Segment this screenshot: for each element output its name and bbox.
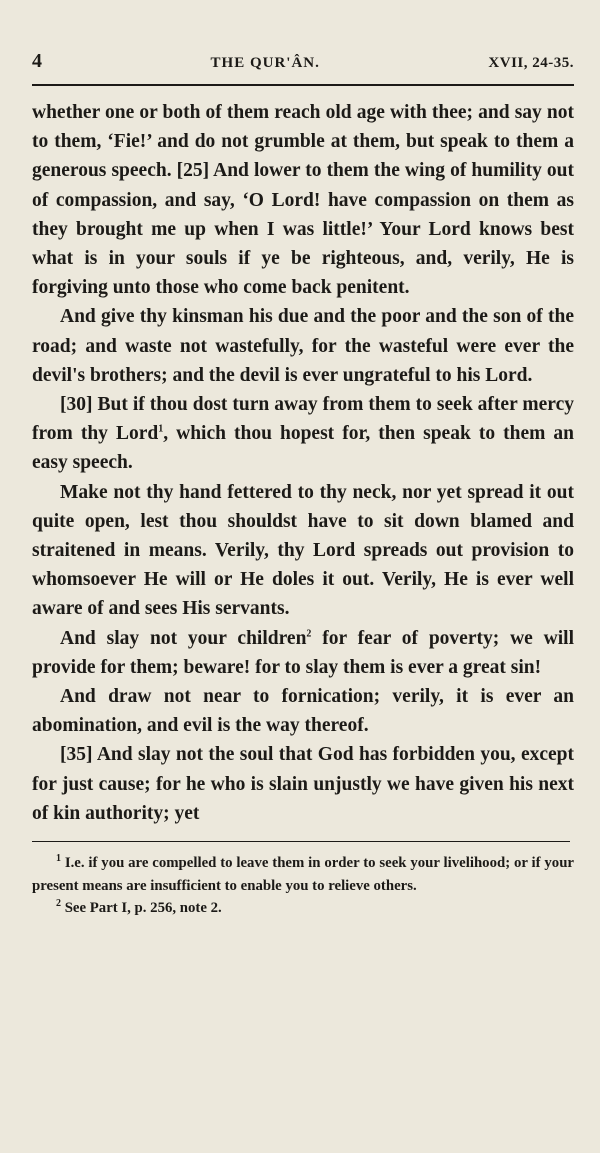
footnote-text: See Part I, p. 256, note 2. [64,900,222,917]
paragraph: And give thy kinsman his due and the poor and the son of the road; and waste not wastefully, for the wasteful were ever the devil's brothers; and the devil is ever ungrateful to his Lord. [32,306,574,386]
paragraph-text: And slay not your children [60,627,307,649]
running-title: THE QUR'ÂN. [210,55,320,71]
footnote [32,897,574,920]
paragraph-text: , which thou hopest for, then speak to them an easy speech. [32,423,574,474]
chapter-verse-reference: XVII, 24-35. [488,55,574,71]
footnotes [32,852,574,920]
paragraph: And draw not near to fornication; verily, it is ever an abomination, and evil is the way thereof. [32,686,574,737]
running-header [32,50,574,80]
footnote-marker: 1 [158,423,164,435]
header-rule [32,84,574,86]
paragraph: [35] And slay not the soul that God has forbidden you, except for just cause; for he who is slain unjustly we have given his next of kin authority; yet [32,744,574,824]
footnote-rule [32,841,570,842]
footnote-text: I.e. if you are compelled to leave them in order to seek your livelihood; or if your present means are insufficient to enable you to relieve others. [32,855,574,894]
paragraph: whether one or both of them reach old age with thee; and say not to them, ‘Fie!’ and do not grumble at them, but speak to them a generous speech. [25] And lower to them the wing of humility out of compassion, and say, ‘O Lord! have compassion on them as they brought me up when I was little!’ Your Lord knows best what is in your souls if ye be righteous, and, verily, He is forgiving unto those who come back penitent. [32,102,574,299]
paragraph: Make not thy hand fettered to thy neck, nor yet spread it out quite open, lest thou shouldst have to sit down blamed and straitened in means. Verily, thy Lord spreads out provision to whomsoever He will or He doles it out. Verily, He is ever well aware of and sees His servants. [32,481,574,620]
paragraph [32,390,574,478]
page-number: 4 [32,50,42,72]
footnote [32,852,574,897]
paragraph [32,624,574,682]
footnote-number: 2 [56,898,61,910]
paragraph-text: [30] But if thou dost turn away from them to seek after mercy from thy Lord [32,394,574,445]
paragraph-text: for fear of poverty; we will provide for them; beware! for to slay them is ever a great sin! [32,627,574,678]
footnote-marker: 2 [306,628,312,640]
main-text [32,98,574,828]
footnote-number: 1 [56,853,61,865]
